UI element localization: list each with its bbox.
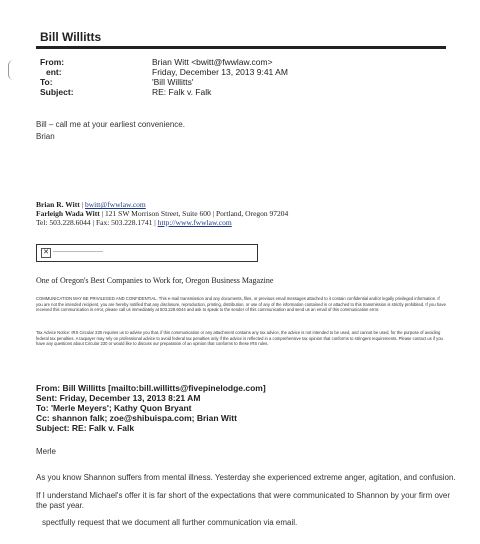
message-paragraph-1: As you know Shannon suffers from mental illness. Yesterday she experienced extreme anger, agitation, and confusion. <box>36 473 456 482</box>
sent-value: Friday, December 13, 2013 9:41 AM <box>152 67 288 77</box>
best-companies-note: One of Oregon's Best Companies to Work for, Oregon Business Magazine <box>36 276 274 285</box>
forwarded-to: To: 'Merle Meyers'; Kathy Quon Bryant <box>36 403 192 413</box>
signature-email-link[interactable]: bwitt@fwwlaw.com <box>84 200 146 209</box>
subject-label: Subject: <box>40 87 74 97</box>
hole-punch-mark <box>8 60 19 80</box>
forwarded-sent: Sent: Friday, December 13, 2013 8:21 AM <box>36 393 201 403</box>
message-line: Bill – call me at your earliest convenience. <box>36 120 185 129</box>
broken-image-icon: ✕ <box>41 248 51 258</box>
signature-fax: Fax: 503.228.1741 <box>95 218 153 227</box>
to-label: To: <box>40 77 53 87</box>
message-greeting: Merle <box>36 447 57 456</box>
signature-address: 121 SW Morrison Street, Suite 600 <box>105 209 211 218</box>
firm-logo-placeholder <box>36 244 258 262</box>
message-paragraph-2-cont: the past year. <box>36 501 85 510</box>
confidentiality-notice: COMMUNICATION MAY BE PRIVILEGED AND CONFIDENTIAL. This e-mail transmission and any documents, files, or previous email messages attached to it contain confidential and/or legally privileged information. If you are not the intended recipient, you are hereby notified that any disclosure, reproduction, printing, distribution, or use of any of the information contained in or attached to this transmission is strictly prohibited. If you have received this communication in error, please call us immediately at 503.228.6044 and ask to speak to the sender of this communication and send us an email of this communication error. <box>36 296 446 312</box>
signature-city: Portland, Oregon 97204 <box>216 209 289 218</box>
signature-tel: Tel: 503.228.6044 <box>36 218 91 227</box>
forwarded-from: From: Bill Willitts [mailto:bill.willitts@fivepinelodge.com] <box>36 383 266 393</box>
signature-name: Brian R. Witt <box>36 200 80 209</box>
signature-line-3: Tel: 503.228.6044 | Fax: 503.228.1741 | http://www.fwwlaw.com <box>36 218 232 227</box>
tax-advice-notice: Tax Advice Notice: IRS Circular 230 requires us to advise you that, if this communication or any attachment contains any tax advice, the advice is not intended to be used, and cannot be used, for the purpose of avoiding federal tax penalties. A taxpayer may rely on professional advice to avoid federal tax penalties only if the advice is reflected in a comprehensive tax opinion that conforms to stringent requirements. Please contact us if you have any questions about Circular 230 or would like to discuss our preparation of an opinion that conforms to these IRS rules. <box>36 330 443 346</box>
sender-name-heading: Bill Willitts <box>40 30 102 44</box>
signature-website-link[interactable]: http://www.fwwlaw.com <box>157 218 232 227</box>
signature-firm: Farleigh Wada Witt <box>36 209 100 218</box>
forwarded-cc: Cc: shannon falk; zoe@shibuispa.com; Brian Witt <box>36 413 237 423</box>
message-paragraph-2: If I understand Michael's offer it is far short of the expectations that were communicated to Shannon by your firm over <box>36 491 451 500</box>
from-value: Brian Witt <bwitt@fwwlaw.com> <box>152 57 273 67</box>
sent-label: ent: <box>46 67 62 77</box>
signature-line-2: Farleigh Wada Witt | 121 SW Morrison Street, Suite 600 | Portland, Oregon 97204 <box>36 209 289 218</box>
signature-line-1: Brian R. Witt | bwitt@fwwlaw.com <box>36 200 146 209</box>
header-divider <box>36 46 446 49</box>
message-signoff: Brian <box>36 132 55 141</box>
subject-value: RE: Falk v. Falk <box>152 87 212 97</box>
forwarded-subject: Subject: RE: Falk v. Falk <box>36 423 135 433</box>
logo-placeholder-line <box>53 251 103 252</box>
message-paragraph-3: spectfully request that we document all further communication via email. <box>42 518 298 527</box>
to-value: 'Bill Willitts' <box>152 77 194 87</box>
from-label: From: <box>40 57 65 67</box>
